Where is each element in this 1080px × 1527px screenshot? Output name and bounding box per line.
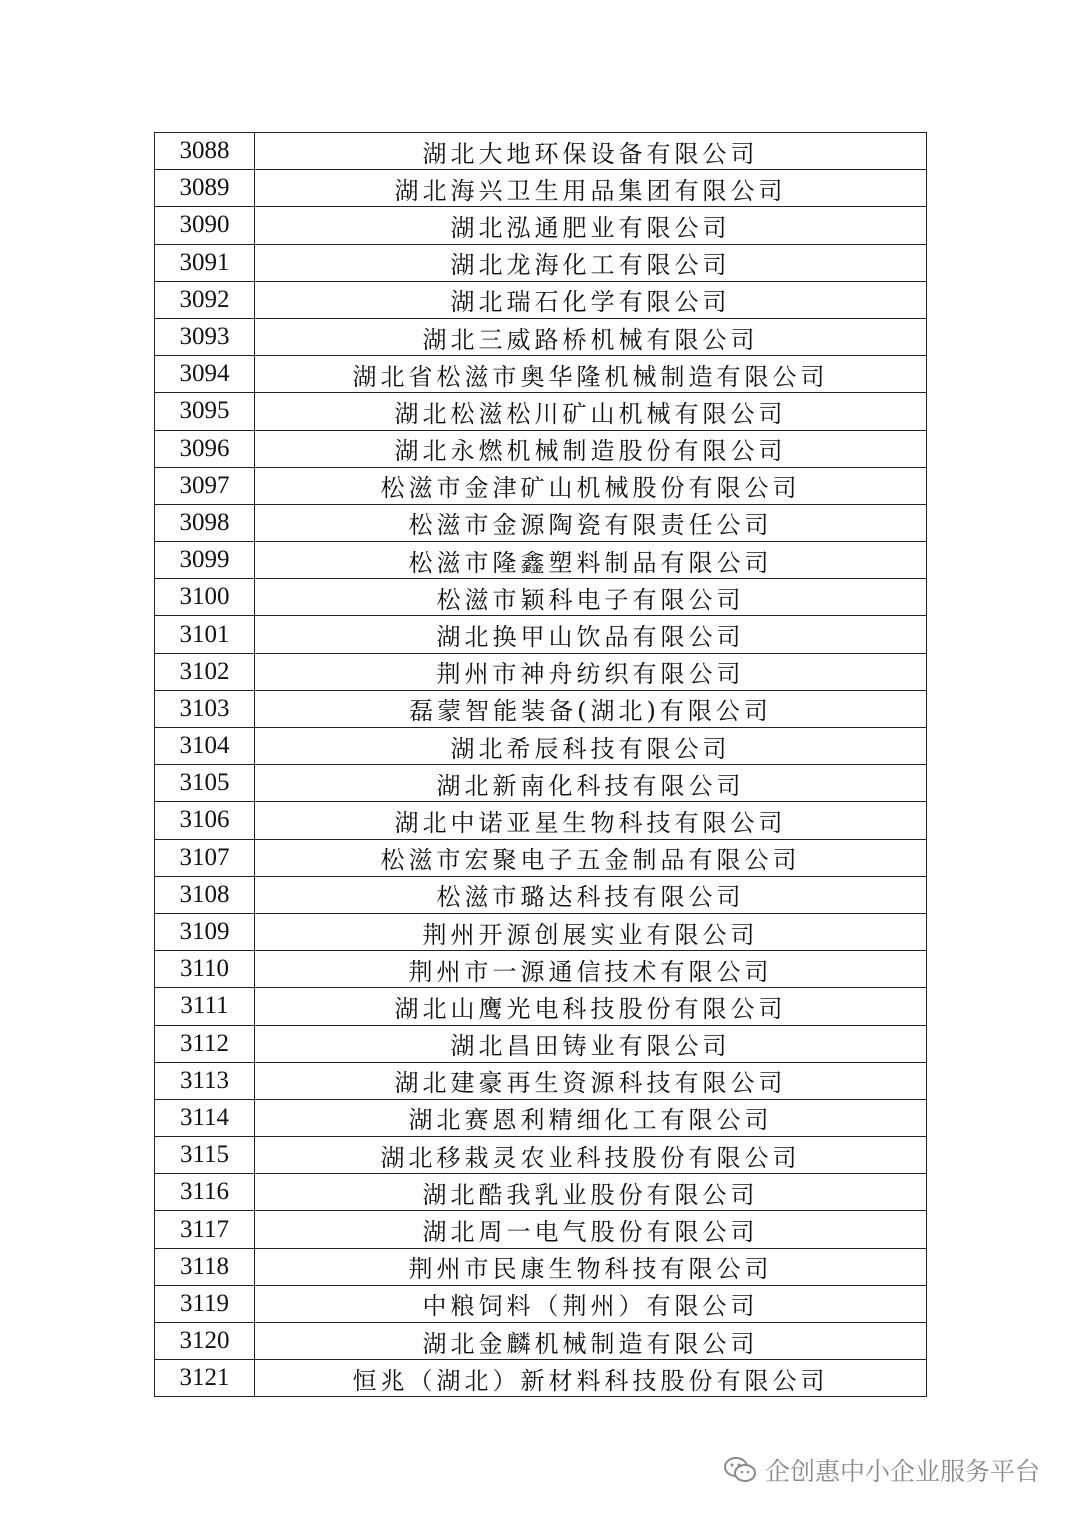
company-name: 湖北换甲山饮品有限公司 <box>255 616 927 653</box>
row-number: 3089 <box>155 170 255 207</box>
company-name: 湖北酷我乳业股份有限公司 <box>255 1174 927 1211</box>
table-row <box>155 765 927 802</box>
company-name: 湖北中诺亚星生物科技有限公司 <box>255 802 927 839</box>
table-row <box>155 1099 927 1136</box>
company-name: 松滋市宏聚电子五金制品有限公司 <box>255 839 927 876</box>
table-row <box>155 504 927 541</box>
wechat-icon <box>723 1456 757 1484</box>
table-row <box>155 133 927 170</box>
table-row <box>155 1025 927 1062</box>
table-row <box>155 1360 927 1397</box>
company-name: 湖北大地环保设备有限公司 <box>255 133 927 170</box>
table-row <box>155 318 927 355</box>
row-number: 3120 <box>155 1323 255 1360</box>
company-name: 湖北山鹰光电科技股份有限公司 <box>255 988 927 1025</box>
row-number: 3117 <box>155 1211 255 1248</box>
table-row <box>155 1211 927 1248</box>
row-number: 3093 <box>155 318 255 355</box>
row-number: 3111 <box>155 988 255 1025</box>
row-number: 3090 <box>155 207 255 244</box>
company-name: 磊蒙智能装备(湖北)有限公司 <box>255 690 927 727</box>
row-number: 3118 <box>155 1248 255 1285</box>
company-name: 荆州市民康生物科技有限公司 <box>255 1248 927 1285</box>
row-number: 3105 <box>155 765 255 802</box>
watermark-text: 企创惠中小企业服务平台 <box>764 1457 1040 1486</box>
company-name: 湖北希辰科技有限公司 <box>255 728 927 765</box>
table-row <box>155 393 927 430</box>
row-number: 3119 <box>155 1285 255 1322</box>
company-name: 荆州开源创展实业有限公司 <box>255 913 927 950</box>
table-row <box>155 839 927 876</box>
table-row <box>155 1285 927 1322</box>
table-row <box>155 579 927 616</box>
row-number: 3108 <box>155 876 255 913</box>
company-name: 湖北三威路桥机械有限公司 <box>255 318 927 355</box>
row-number: 3113 <box>155 1062 255 1099</box>
company-name: 湖北龙海化工有限公司 <box>255 244 927 281</box>
company-name: 松滋市隆鑫塑料制品有限公司 <box>255 542 927 579</box>
table-row <box>155 1137 927 1174</box>
table-body <box>155 133 927 1397</box>
table-row <box>155 988 927 1025</box>
row-number: 3097 <box>155 467 255 504</box>
company-name: 湖北永燃机械制造股份有限公司 <box>255 430 927 467</box>
table-row <box>155 467 927 504</box>
company-name: 湖北瑞石化学有限公司 <box>255 281 927 318</box>
row-number: 3101 <box>155 616 255 653</box>
row-number: 3106 <box>155 802 255 839</box>
row-number: 3112 <box>155 1025 255 1062</box>
row-number: 3115 <box>155 1137 255 1174</box>
table-row <box>155 356 927 393</box>
company-name: 湖北昌田铸业有限公司 <box>255 1025 927 1062</box>
row-number: 3102 <box>155 653 255 690</box>
company-name: 松滋市颖科电子有限公司 <box>255 579 927 616</box>
row-number: 3116 <box>155 1174 255 1211</box>
table-row <box>155 170 927 207</box>
table-row <box>155 728 927 765</box>
table-row <box>155 1062 927 1099</box>
row-number: 3092 <box>155 281 255 318</box>
table-row <box>155 281 927 318</box>
table-row <box>155 951 927 988</box>
company-name: 湖北周一电气股份有限公司 <box>255 1211 927 1248</box>
company-name: 松滋市金源陶瓷有限责任公司 <box>255 504 927 541</box>
table-row <box>155 1248 927 1285</box>
table-row <box>155 207 927 244</box>
row-number: 3096 <box>155 430 255 467</box>
row-number: 3121 <box>155 1360 255 1397</box>
company-name: 松滋市璐达科技有限公司 <box>255 876 927 913</box>
row-number: 3103 <box>155 690 255 727</box>
company-name: 湖北赛恩利精细化工有限公司 <box>255 1099 927 1136</box>
row-number: 3110 <box>155 951 255 988</box>
company-name: 湖北泓通肥业有限公司 <box>255 207 927 244</box>
table-row <box>155 616 927 653</box>
company-name: 湖北金麟机械制造有限公司 <box>255 1323 927 1360</box>
company-name: 湖北建豪再生资源科技有限公司 <box>255 1062 927 1099</box>
table-row <box>155 1323 927 1360</box>
table-row <box>155 876 927 913</box>
company-name: 中粮饲料（荆州）有限公司 <box>255 1285 927 1322</box>
row-number: 3107 <box>155 839 255 876</box>
row-number: 3100 <box>155 579 255 616</box>
row-number: 3098 <box>155 504 255 541</box>
company-name: 荆州市一源通信技术有限公司 <box>255 951 927 988</box>
row-number: 3109 <box>155 913 255 950</box>
table-row <box>155 653 927 690</box>
row-number: 3099 <box>155 542 255 579</box>
table-row <box>155 802 927 839</box>
watermark <box>723 1452 1040 1488</box>
table-row <box>155 913 927 950</box>
row-number: 3114 <box>155 1099 255 1136</box>
row-number: 3095 <box>155 393 255 430</box>
table-row <box>155 542 927 579</box>
company-name: 湖北新南化科技有限公司 <box>255 765 927 802</box>
company-name: 湖北省松滋市奥华隆机械制造有限公司 <box>255 356 927 393</box>
company-name: 湖北海兴卫生用品集团有限公司 <box>255 170 927 207</box>
table-row <box>155 430 927 467</box>
company-name: 荆州市神舟纺织有限公司 <box>255 653 927 690</box>
row-number: 3091 <box>155 244 255 281</box>
company-name: 恒兆（湖北）新材料科技股份有限公司 <box>255 1360 927 1397</box>
row-number: 3104 <box>155 728 255 765</box>
table-row <box>155 690 927 727</box>
table-row <box>155 244 927 281</box>
company-name: 湖北松滋松川矿山机械有限公司 <box>255 393 927 430</box>
company-name: 松滋市金津矿山机械股份有限公司 <box>255 467 927 504</box>
company-list-table <box>154 132 927 1397</box>
company-name: 湖北移栽灵农业科技股份有限公司 <box>255 1137 927 1174</box>
row-number: 3094 <box>155 356 255 393</box>
table-row <box>155 1174 927 1211</box>
row-number: 3088 <box>155 133 255 170</box>
